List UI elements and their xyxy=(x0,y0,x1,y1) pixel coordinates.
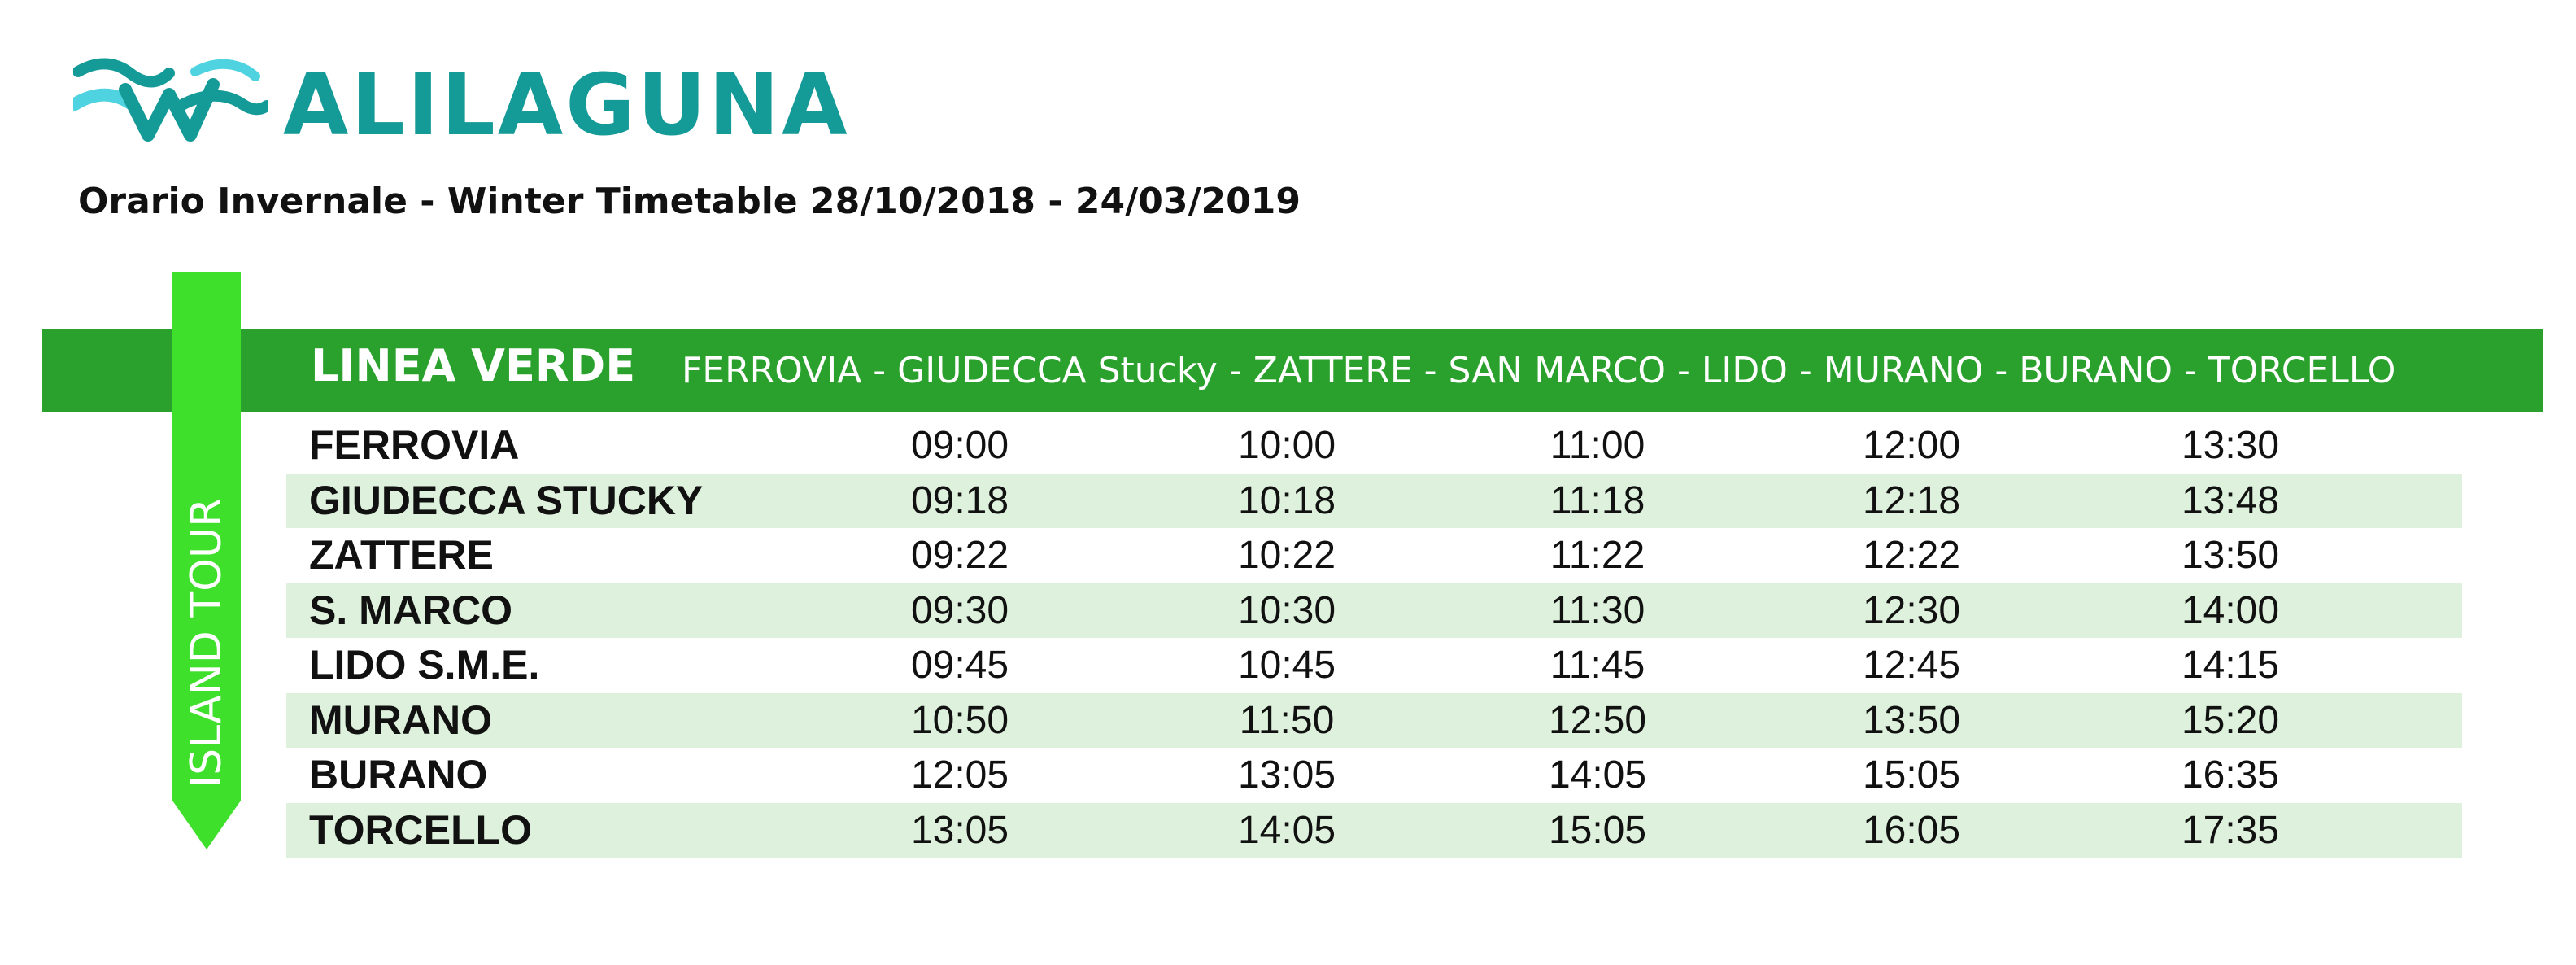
timetable xyxy=(286,418,2462,858)
departure-time: 13:48 xyxy=(2181,478,2280,522)
stop-name: TORCELLO xyxy=(309,806,533,853)
table-row xyxy=(286,748,2462,803)
departure-time: 16:05 xyxy=(1862,808,1961,852)
departure-time: 10:18 xyxy=(1237,478,1336,522)
departure-time: 10:00 xyxy=(1237,424,1336,467)
stop-name: LIDO S.M.E. xyxy=(309,642,540,688)
table-row xyxy=(286,418,2462,474)
departure-time: 12:30 xyxy=(1862,588,1961,632)
departure-time: 11:50 xyxy=(1239,698,1335,742)
departure-time: 10:22 xyxy=(1237,534,1336,577)
departure-time: 14:05 xyxy=(1548,753,1647,797)
departure-time: 11:45 xyxy=(1550,644,1645,687)
table-row xyxy=(286,474,2462,529)
departure-time: 12:50 xyxy=(1548,698,1647,742)
stop-name: FERROVIA xyxy=(309,422,520,468)
departure-time: 12:05 xyxy=(910,753,1009,797)
departure-time: 12:18 xyxy=(1862,478,1961,522)
departure-time: 13:05 xyxy=(910,808,1009,852)
departure-time: 09:45 xyxy=(910,644,1009,687)
departure-time: 10:50 xyxy=(910,698,1009,742)
departure-time: 13:50 xyxy=(1862,698,1961,742)
stop-name: MURANO xyxy=(309,696,492,743)
timetable-subtitle: Orario Invernale - Winter Timetable 28/10/2018 - 24/03/2019 xyxy=(78,181,1301,222)
table-row xyxy=(286,528,2462,583)
departure-time: 14:15 xyxy=(2181,644,2280,687)
departure-time: 14:05 xyxy=(1237,808,1336,852)
island-tour-label: ISLAND TOUR xyxy=(182,497,231,788)
departure-time: 09:30 xyxy=(910,588,1009,632)
stop-name: BURANO xyxy=(309,752,488,797)
departure-time: 12:00 xyxy=(1862,424,1961,467)
line-route: FERROVIA - GIUDECCA Stucky - ZATTERE - SAN MARCO - LIDO - MURANO - BURANO - TORCELLO xyxy=(682,350,2396,391)
line-header-bar xyxy=(42,329,2543,412)
departure-time: 13:50 xyxy=(2181,534,2280,577)
departure-time: 12:22 xyxy=(1862,534,1961,577)
departure-time: 13:30 xyxy=(2181,424,2280,467)
departure-time: 10:30 xyxy=(1237,588,1336,632)
table-row xyxy=(286,693,2462,749)
departure-time: 15:20 xyxy=(2181,698,2280,742)
departure-time: 09:22 xyxy=(910,534,1009,577)
departure-time: 10:45 xyxy=(1237,644,1336,687)
departure-time: 13:05 xyxy=(1237,753,1336,797)
departure-time: 15:05 xyxy=(1548,808,1647,852)
departure-time: 11:30 xyxy=(1550,588,1645,632)
wave-logo-icon xyxy=(73,57,268,146)
departure-time: 17:35 xyxy=(2181,808,2280,852)
stop-name: ZATTERE xyxy=(309,532,494,578)
brand-name: ALILAGUNA xyxy=(283,55,850,155)
departure-time: 11:18 xyxy=(1550,478,1645,522)
table-row xyxy=(286,803,2462,858)
departure-time: 16:35 xyxy=(2181,753,2280,797)
departure-time: 09:18 xyxy=(910,478,1009,522)
departure-time: 11:22 xyxy=(1550,534,1645,577)
departure-time: 09:00 xyxy=(910,424,1009,467)
stop-name: GIUDECCA STUCKY xyxy=(309,477,704,523)
line-name: LINEA VERDE xyxy=(311,340,636,391)
departure-time: 11:00 xyxy=(1550,424,1645,467)
stop-name: S. MARCO xyxy=(309,587,512,633)
departure-time: 14:00 xyxy=(2181,588,2280,632)
departure-time: 12:45 xyxy=(1862,644,1961,687)
table-row xyxy=(286,638,2462,693)
departure-time: 15:05 xyxy=(1862,753,1961,797)
table-row xyxy=(286,583,2462,639)
